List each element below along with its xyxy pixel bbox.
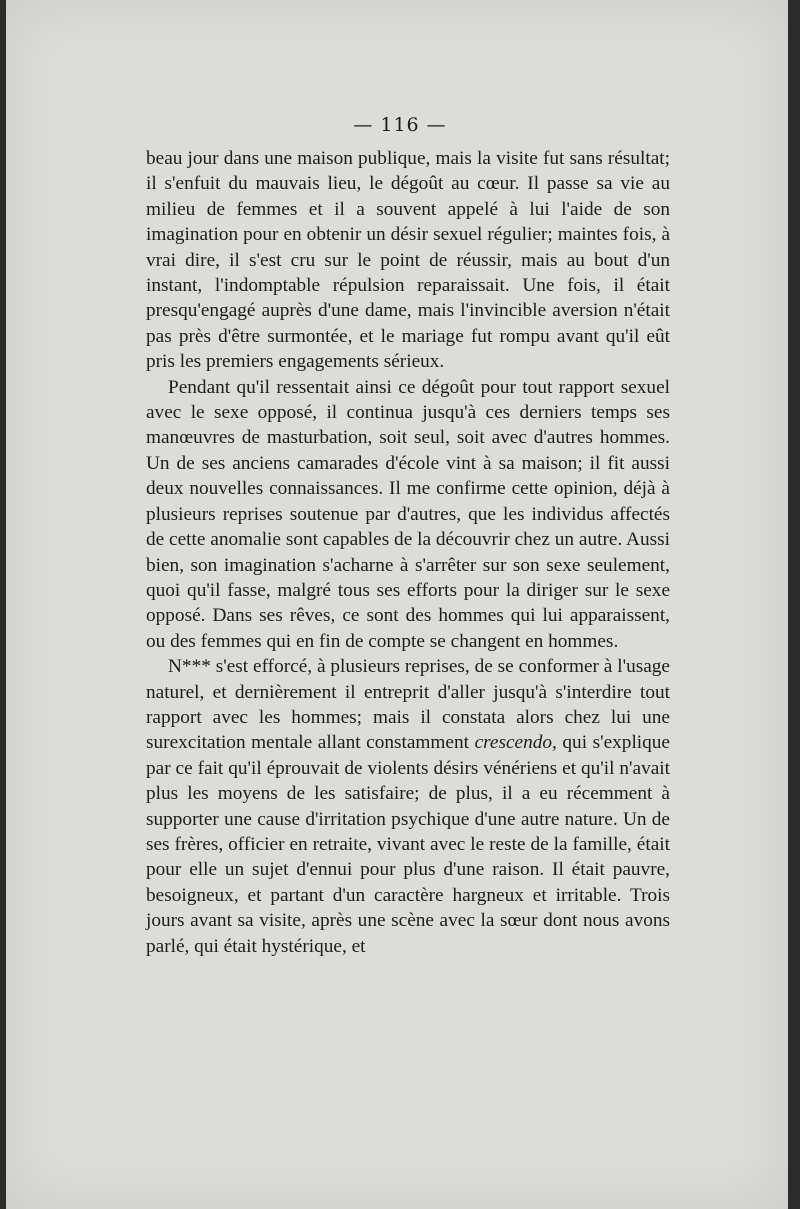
page-number: — 116 —: [353, 114, 447, 136]
paragraph-3-start: N*** s'est efforcé, à plusieurs reprises, de se conformer à l'usage naturel, et dernièrement il entreprit d'aller jusqu'à s'interdire tout rapport avec les hommes; mais il constata alors chez lui une surexcitation mentale allant constamment: [146, 656, 670, 754]
body-text: [146, 146, 670, 959]
paragraph-3-end: , qui s'explique par ce fait qu'il éprouvait de violents désirs vénériens et qu'il n'avait plus les moyens de les satisfaire; de plus, il a eu récemment à supporter une cause d'irritation psychique d'une autre nature. Un de ses frères, officier en retraite, vivant avec le reste de la famille, était pour elle un sujet d'ennui pour plus d'une raison. Il était pauvre, besoigneux, et partant d'un caractère hargneux et irritable. Trois jours avant sa visite, après une scène avec la sœur dont nous avons parlé, qui était hystérique, et: [146, 732, 670, 957]
paragraph-2: Pendant qu'il ressentait ainsi ce dégoût pour tout rapport sexuel avec le sexe opposé, il continua jusqu'à ces derniers temps ses manœuvres de masturbation, soit seul, soit avec d'autres hommes. Un de ses anciens camarades d'école vint à sa maison; il fit aussi deux nouvelles connaissances. Il me confirme cette opinion, déjà à plusieurs reprises soutenue par d'autres, que les individus affectés de cette anomalie sont capables de la découvrir chez un autre. Aussi bien, son imagination s'acharne à s'arrêter sur son sexe seulement, quoi qu'il fasse, malgré tous ses efforts pour la diriger sur le sexe opposé. Dans ses rêves, ce sont des hommes qui lui apparaissent, ou des femmes qui en fin de compte se changent en hommes.: [146, 376, 670, 652]
paragraph-1: beau jour dans une maison publique, mais la visite fut sans résultat; il s'enfuit du mauvais lieu, le dégoût au cœur. Il passe sa vie au milieu de femmes et il a souvent appelé à lui l'aide de son imagination pour en obtenir un désir sexuel régulier; maintes fois, à vrai dire, il s'est cru sur le point de réussir, mais au bout d'un instant, l'indomptable répulsion reparaissait. Une fois, il était presqu'engagé auprès d'une dame, mais l'invincible aversion n'était pas près d'être surmontée, et le mariage fut rompu avant qu'il eût pris les premiers engagements sérieux.: [146, 148, 670, 373]
italic-term: crescendo: [474, 732, 553, 754]
paragraph-3: [146, 654, 670, 959]
